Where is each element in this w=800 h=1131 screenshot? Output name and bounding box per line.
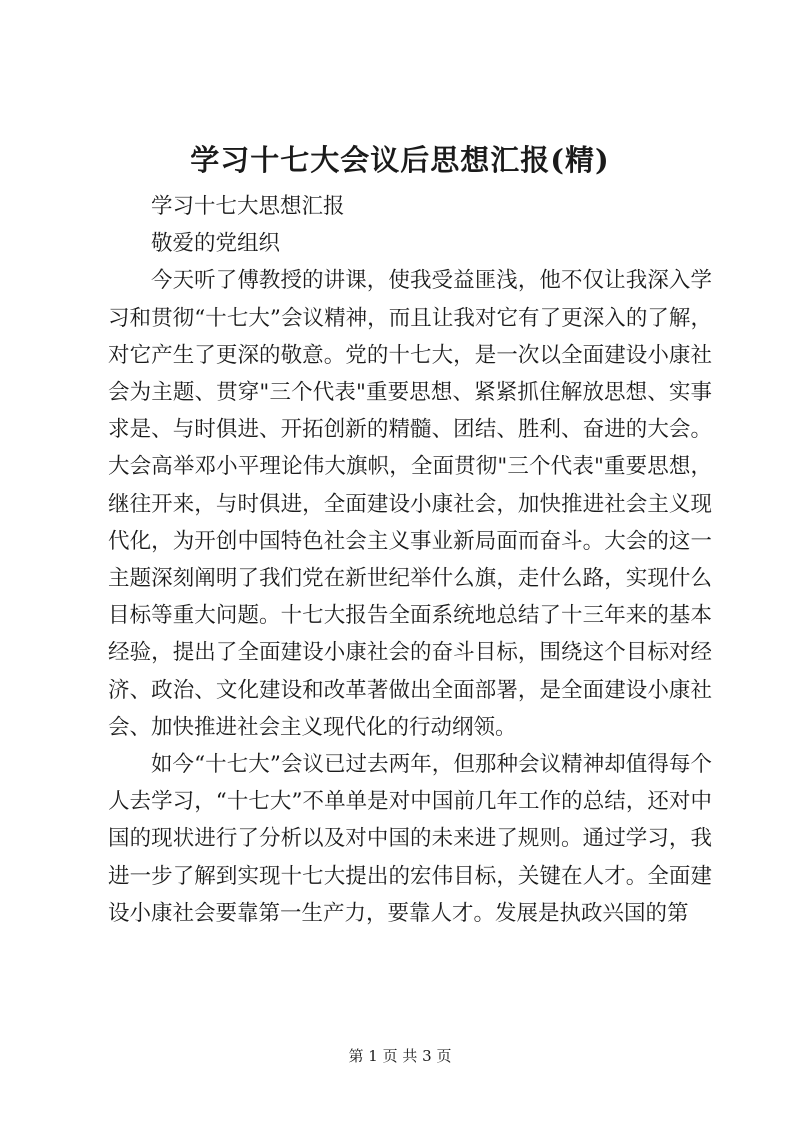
body-paragraph-2: 如今“十七大”会议已过去两年，但那种会议精神却值得每个人去学习，“十七大”不单单是对中国前几年工作的总结，还对中国的现状进行了分析以及对中国的未来进了规则。通过学习，我进一步了解到实现十七大提出的宏伟目标，关键在人才。全面建设小康社会要靠第一生产力，要靠人才。发展是执政兴国的第 (108, 752, 712, 926)
salutation-line: 敬爱的党组织 (151, 231, 281, 257)
page-footer-page-number: 第 1 页 共 3 页 (348, 1047, 452, 1065)
body-paragraph-1: 今天听了傅教授的讲课，使我受益匪浅，他不仅让我深入学习和贯彻“十七大”会议精神，而且让我对它有了更深入的了解，对它产生了更深的敬意。党的十七大，是一次以全面建设小康社会为主题、贯穿"三个代表"重要思想、紧紧抓住解放思想、实事求是、与时俱进、开拓创新的精髓、团结、胜利、奋进的大会。大会高举邓小平理论伟大旗帜，全面贯彻"三个代表"重要思想，继往开来，与时俱进，全面建设小康社会，加快推进社会主义现代化，为开创中国特色社会主义事业新局面而奋斗。大会的这一主题深刻阐明了我们党在新世纪举什么旗，走什么路，实现什么目标等重大问题。十七大报告全面系统地总结了十三年来的基本经验，提出了全面建设小康社会的奋斗目标，围绕这个目标对经济、政治、文化建设和改革著做出全面部署，是全面建设小康社会、加快推进社会主义现代化的行动纲领。 (108, 268, 712, 740)
document-body (108, 188, 712, 932)
document-title: 学习十七大会议后思想汇报(精) (190, 143, 610, 177)
subtitle-line: 学习十七大思想汇报 (151, 194, 345, 219)
